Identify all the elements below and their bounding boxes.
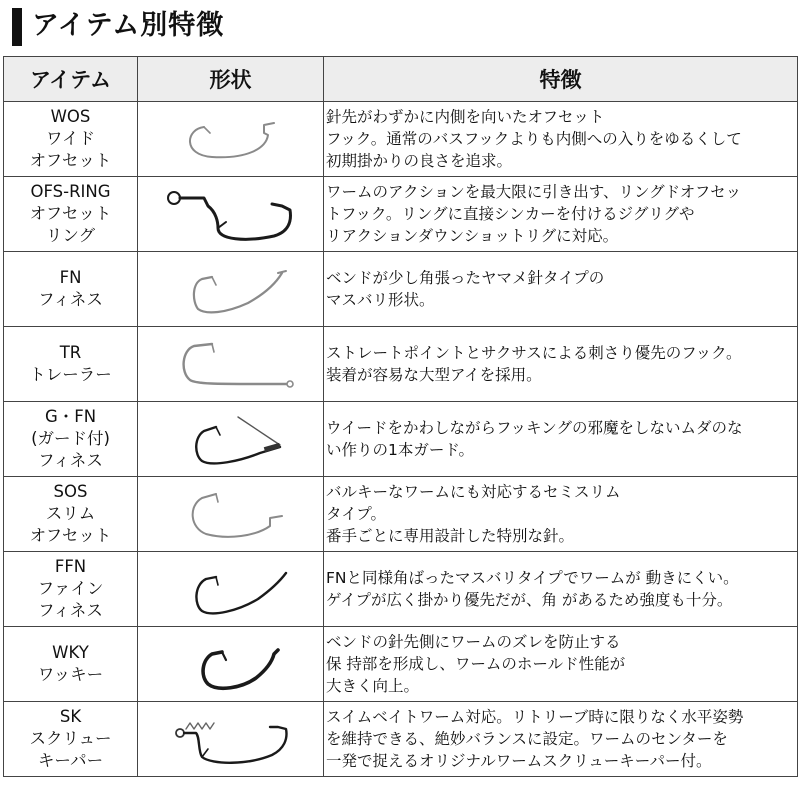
slim-offset-hook-icon xyxy=(156,482,306,546)
item-name: OFS-RING オフセット リング xyxy=(4,177,138,252)
item-shape xyxy=(138,477,324,552)
item-shape xyxy=(138,402,324,477)
screw-keeper-hook-icon xyxy=(156,707,306,771)
table-row xyxy=(4,477,798,552)
table-row xyxy=(4,702,798,777)
header-feature: 特徴 xyxy=(324,57,798,102)
item-name: G・FN (ガード付) フィネス xyxy=(4,402,138,477)
item-shape xyxy=(138,627,324,702)
table-header-row xyxy=(4,57,798,102)
page-title: アイテム別特徴 xyxy=(32,10,225,41)
item-shape xyxy=(138,327,324,402)
item-name: FN フィネス xyxy=(4,252,138,327)
item-feature: バルキーなワームにも対応するセミスリム タイプ。 番手ごとに専用設計した特別な針。 xyxy=(324,477,798,552)
item-shape xyxy=(138,102,324,177)
item-shape xyxy=(138,252,324,327)
table-row xyxy=(4,252,798,327)
item-name: TR トレーラー xyxy=(4,327,138,402)
table-row xyxy=(4,552,798,627)
item-shape xyxy=(138,177,324,252)
table-row xyxy=(4,327,798,402)
table-row xyxy=(4,402,798,477)
wide-offset-hook-icon xyxy=(156,109,306,169)
guard-finesse-hook-icon xyxy=(156,407,306,471)
item-feature: ベンドの針先側にワームのズレを防止する 保 持部を形成し、ワームのホールド性能が 大きく向上。 xyxy=(324,627,798,702)
item-feature: スイムベイトワーム対応。リトリーブ時に限りなく水平姿勢 を維持できる、絶妙バランスに設定。ワームのセンターを 一発で捉えるオリジナルワームスクリューキーパー付。 xyxy=(324,702,798,777)
item-shape xyxy=(138,552,324,627)
table-row xyxy=(4,177,798,252)
item-name: SOS スリム オフセット xyxy=(4,477,138,552)
header-item: アイテム xyxy=(4,57,138,102)
wacky-hook-icon xyxy=(156,632,306,696)
table-row xyxy=(4,627,798,702)
item-name: SK スクリュー キーパー xyxy=(4,702,138,777)
title-accent-bar xyxy=(12,8,22,46)
item-name: WKY ワッキー xyxy=(4,627,138,702)
fine-finesse-hook-icon xyxy=(156,557,306,621)
item-feature: FNと同様角ばったマスバリタイプでワームが 動きにくい。 ゲイプが広く掛かり優先だが、角 があるため強度も十分。 xyxy=(324,552,798,627)
offset-ring-hook-icon xyxy=(156,182,306,246)
header-shape: 形状 xyxy=(138,57,324,102)
item-feature: ベンドが少し角張ったヤマメ針タイプの マスバリ形状。 xyxy=(324,252,798,327)
item-feature: ストレートポイントとサクサスによる刺さり優先のフック。 装着が容易な大型アイを採用。 xyxy=(324,327,798,402)
table-row xyxy=(4,102,798,177)
item-feature: 針先がわずかに内側を向いたオフセット フック。通常のバスフックよりも内側への入りをゆるくして 初期掛かりの良さを追求。 xyxy=(324,102,798,177)
item-feature: ワームのアクションを最大限に引き出す、リングドオフセッ トフック。リングに直接シンカーを付けるジグリグや リアクションダウンショットリグに対応。 xyxy=(324,177,798,252)
item-name: WOS ワイド オフセット xyxy=(4,102,138,177)
item-feature: ウイードをかわしながらフッキングの邪魔をしないムダのな い作りの1本ガード。 xyxy=(324,402,798,477)
item-name: FFN ファイン フィネス xyxy=(4,552,138,627)
item-feature-table xyxy=(3,56,798,777)
item-shape xyxy=(138,702,324,777)
trailer-hook-icon xyxy=(156,332,306,396)
finesse-hook-icon xyxy=(156,257,306,321)
